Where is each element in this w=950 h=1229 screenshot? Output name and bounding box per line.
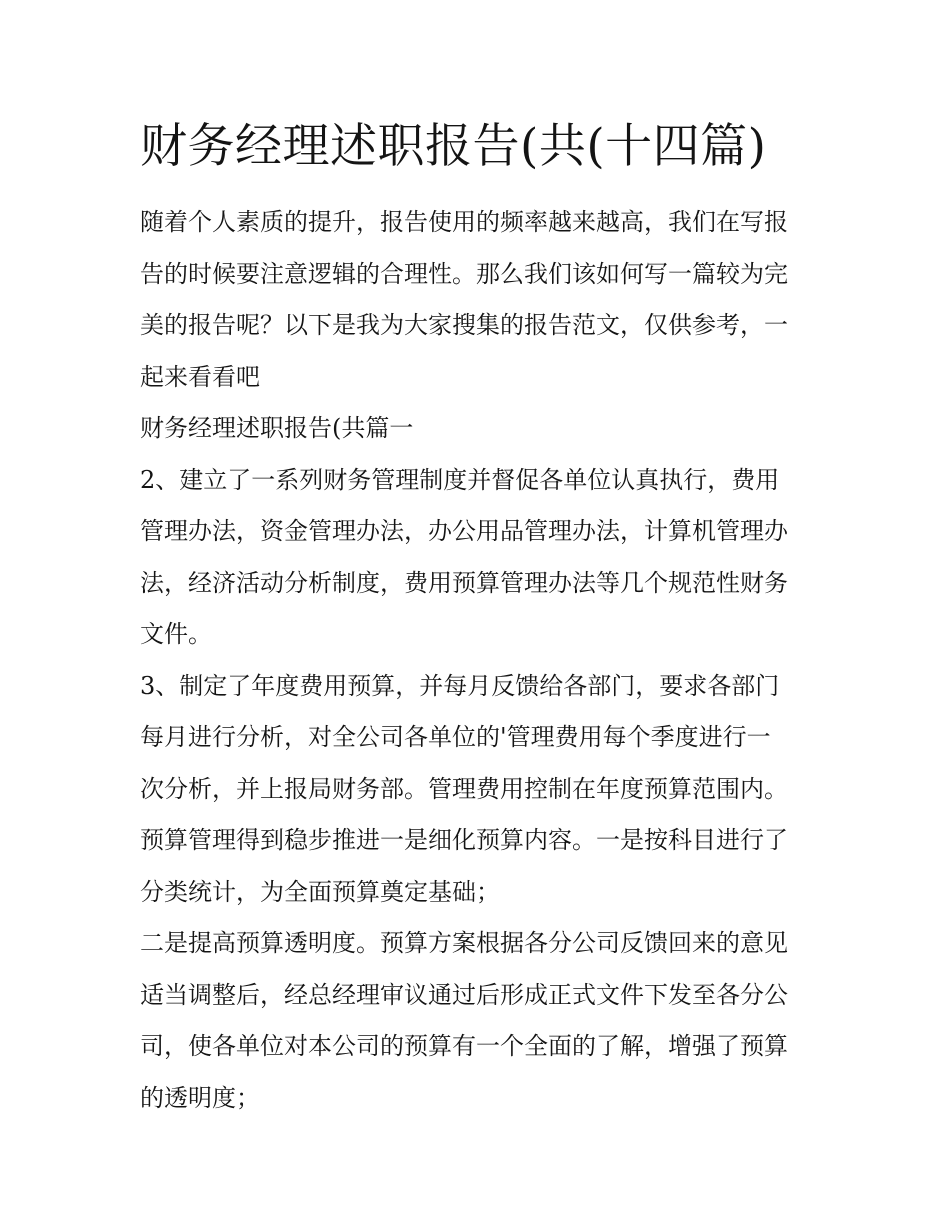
document-title: 财务经理述职报告(共(十四篇) (140, 119, 767, 174)
text-line: 适当调整后，经总经理审议通过后形成正式文件下发至各分公 (140, 980, 788, 1009)
text-line: 法，经济活动分析制度，费用预算管理办法等几个规范性财务 (140, 568, 788, 597)
text-line: 每月进行分析，对全公司各单位的'管理费用每个季度进行一 (140, 723, 771, 751)
text-line: 文件。 (140, 620, 212, 648)
section-heading: 财务经理述职报告(共篇一 (140, 414, 414, 442)
text-line: 管理办法，资金管理办法，办公用品管理办法，计算机管理办 (140, 517, 788, 545)
text-line: 二是提高预算透明度。预算方案根据各分公司反馈回来的意见 (140, 929, 788, 957)
text-line: 告的时候要注意逻辑的合理性。那么我们该如何写一篇较为完 (140, 259, 788, 288)
text-line: 起来看看吧 (140, 362, 260, 391)
text-line: 预算管理得到稳步推进一是细化预算内容。一是按科目进行了 (140, 826, 788, 854)
text-line: 3、制定了年度费用预算，并每月反馈给各部门，要求各部门 (140, 671, 780, 700)
document-body (140, 197, 820, 1124)
text-line: 次分析，并上报局财务部。管理费用控制在年度预算范围内。 (140, 774, 788, 803)
text-line: 司，使各单位对本公司的预算有一个全面的了解，增强了预算 (140, 1032, 788, 1060)
text-line: 美的报告呢？以下是我为大家搜集的报告范文，仅供参考，一 (140, 311, 788, 339)
text-line: 的透明度； (140, 1083, 260, 1112)
text-line: 分类统计，为全面预算奠定基础； (140, 877, 500, 906)
text-line: 随着个人素质的提升，报告使用的频率越来越高，我们在写报 (140, 208, 788, 236)
text-line: 2、建立了一系列财务管理制度并督促各单位认真执行，费用 (140, 465, 780, 494)
